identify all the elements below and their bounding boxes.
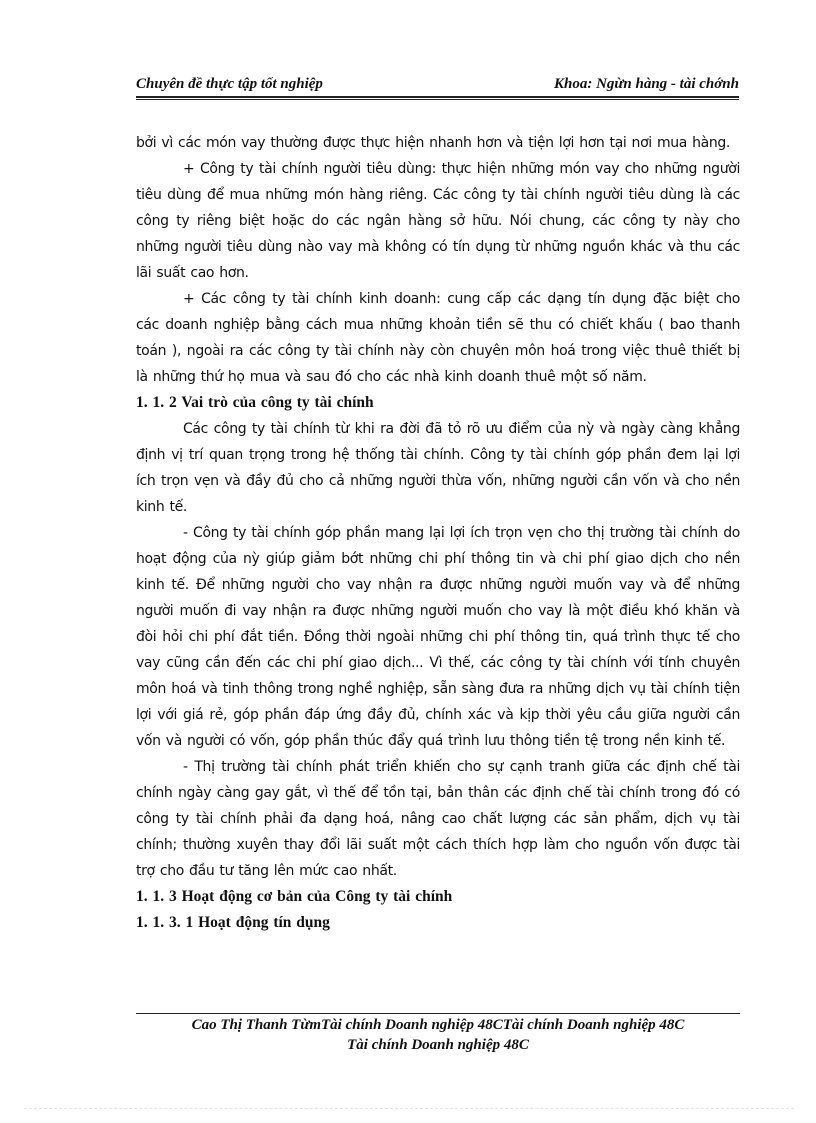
header-divider (136, 96, 739, 98)
paragraph: + Các công ty tài chính kinh doanh: cung cấp các dạng tín dụng đặc biệt cho các doanh nghiệp bằng cách mua những khoản tiền sẽ thu có chiết khấu ( bao thanh toán ), ngoài ra các công ty tài chính này còn chuyên môn hoá trong việc thuê thiết bị là những thứ họ mua và sau đó cho các nhà kinh doanh thuê một số năm. (136, 291, 740, 385)
page-header (136, 76, 739, 97)
subsection-heading: 1. 1. 3. 1 Hoạt động tín dụng (136, 914, 330, 931)
header-divider-thin (136, 99, 739, 100)
header-document-title: Chuyên đề thực tập tốt nghiệp (136, 76, 323, 92)
paragraph: bởi vì các món vay thường được thực hiện nhanh hơn và tiện lợi hơn tại nơi mua hàng. (136, 135, 730, 151)
paragraph: - Công ty tài chính góp phần mang lại lợi ích trọn vẹn cho thị trường tài chính do hoạt động của nỳ giúp giảm bớt những chi phí thông tin và chi phí giao dịch cho nền kinh tế. Để những người cho vay nhận ra được những người muốn vay và để những người muốn đi vay nhận ra được những người muốn cho vay là một điều khó khăn và đòi hỏi chi phí đắt tiền. Đồng thời ngoài những chi phí thông tin, quá trình thực tế cho vay cũng cần đến các chi phí giao dịch... Vì thế, các công ty tài chính với tính chuyên môn hoá và tinh thông trong nghề nghiệp, sẵn sàng đưa ra những dịch vụ tài chính tiện lợi với giá rẻ, góp phần đáp ứng đầy đủ, chính xác và kịp thời yêu cầu giữa người cần vốn và người có vốn, góp phần thúc đẩy quá trình lưu thông tiền tệ trong nền kinh tế. (136, 525, 740, 749)
document-body (136, 130, 740, 936)
paragraph: - Thị trường tài chính phát triển khiến cho sự cạnh tranh giữa các định chế tài chính ngày càng gay gắt, vì thế để tồn tại, bản thân các định chế tài chính trong đó có công ty tài chính phải đa dạng hoá, nâng cao chất lượng các sản phẩm, dịch vụ tài chính; thường xuyên thay đổi lãi suất một cách thích hợp làm cho nguồn vốn được tài trợ cho đầu tư tăng lên mức cao nhất. (136, 759, 740, 879)
page-footer (136, 1015, 740, 1055)
footer-divider (136, 1013, 740, 1014)
header-faculty: Khoa: Ngừn hàng - tài chớnh (553, 76, 739, 92)
section-heading: 1. 1. 3 Hoạt động cơ bản của Công ty tài chính (136, 888, 453, 905)
page-edge (24, 1108, 794, 1109)
paragraph: + Công ty tài chính người tiêu dùng: thực hiện những món vay cho những người tiêu dùng để mua những món hàng riêng. Các công ty tài chính người tiêu dùng là các công ty riêng biệt hoặc do các ngân hàng sở hữu. Nói chung, các công ty này cho những người tiêu dùng nào vay mà không có tín dụng từ những nguồn khác và thu các lãi suất cao hơn. (136, 161, 740, 281)
section-heading: 1. 1. 2 Vai trò của công ty tài chính (136, 394, 374, 411)
footer-author-line: Cao Thị Thanh TừmTài chính Doanh nghiệp 48CTài chính Doanh nghiệp 48C (191, 1017, 685, 1033)
footer-class-line: Tài chính Doanh nghiệp 48C (347, 1037, 529, 1053)
paragraph: Các công ty tài chính từ khi ra đời đã tỏ rõ ưu điểm của nỳ và ngày càng khẳng định vị trí quan trọng trong hệ thống tài chính. Công ty tài chính góp phần đem lại lợi ích trọn vẹn và đầy đủ cho cả những người thừa vốn, những người cần vốn và cho nền kinh tế. (136, 421, 740, 515)
